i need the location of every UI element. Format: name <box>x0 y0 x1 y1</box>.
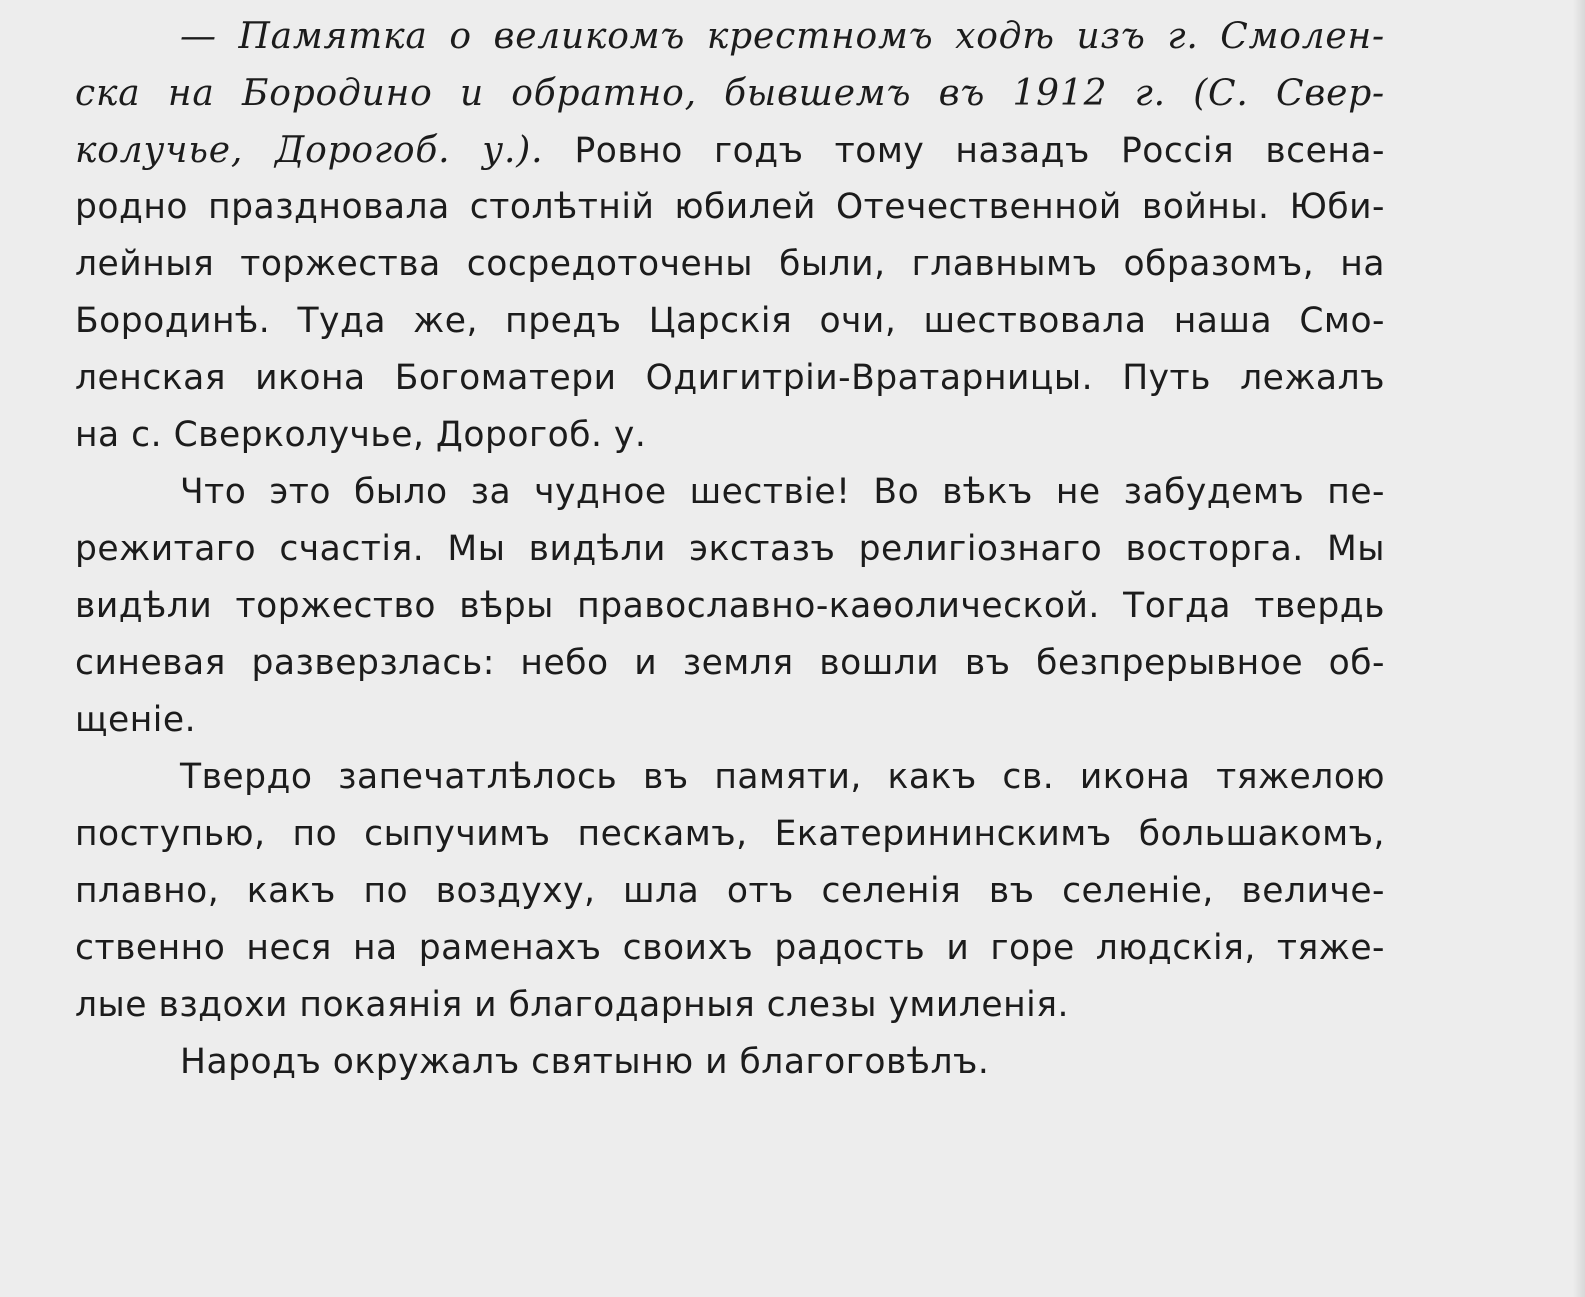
italic-heading: — Памятка о великомъ крестномъ ходѣ изъ г. Смолен- <box>180 16 1385 57</box>
text-line: поступью, по сыпучимъ пескамъ, Екатерининскимъ большакомъ, <box>75 814 1385 854</box>
page-edge-shadow <box>1573 0 1585 1297</box>
text-line: Что это было за чудное шествіе! Во вѣкъ не забудемъ пе- <box>180 472 1385 512</box>
body-text: Ровно годъ тому назадъ Россія всена- <box>543 131 1385 171</box>
text-line <box>75 65 1385 122</box>
text-line <box>75 122 1385 179</box>
text-line: родно праздновала столѣтній юбилей Отечественной войны. Юби- <box>75 187 1385 227</box>
text-line: лейныя торжества сосредоточены были, главнымъ образомъ, на <box>75 244 1385 284</box>
text-line: на с. Сверколучье, Дорогоб. у. <box>75 415 647 455</box>
article-body <box>75 8 1385 1091</box>
text-line <box>75 8 1385 65</box>
italic-heading: ска на Бородино и обратно, бывшемъ въ 1912 г. (С. Свер- <box>75 73 1385 114</box>
italic-heading: колучье, Дорогоб. у.). <box>75 130 544 171</box>
text-line: плавно, какъ по воздуху, шла отъ селенія въ селеніе, величе- <box>75 871 1385 911</box>
text-line: ственно неся на раменахъ своихъ радость и горе людскія, тяже- <box>75 928 1385 968</box>
text-line: синевая разверзлась: небо и земля вошли въ безпрерывное об- <box>75 643 1385 683</box>
text-line: Твердо запечатлѣлось въ памяти, какъ св. икона тяжелою <box>180 757 1385 797</box>
text-line: видѣли торжество вѣры православно-каѳолической. Тогда твердь <box>75 586 1385 626</box>
text-line: лые вздохи покаянія и благодарныя слезы умиленія. <box>75 985 1069 1025</box>
text-line: ленская икона Богоматери Одигитріи-Вратарницы. Путь лежалъ <box>75 358 1385 398</box>
text-line: режитаго счастія. Мы видѣли экстазъ религіознаго восторга. Мы <box>75 529 1385 569</box>
text-line: Народъ окружалъ святыню и благоговѣлъ. <box>180 1042 990 1082</box>
text-line: щеніе. <box>75 700 197 740</box>
text-line: Бородинѣ. Туда же, предъ Царскія очи, шествовала наша Смо- <box>75 301 1385 341</box>
